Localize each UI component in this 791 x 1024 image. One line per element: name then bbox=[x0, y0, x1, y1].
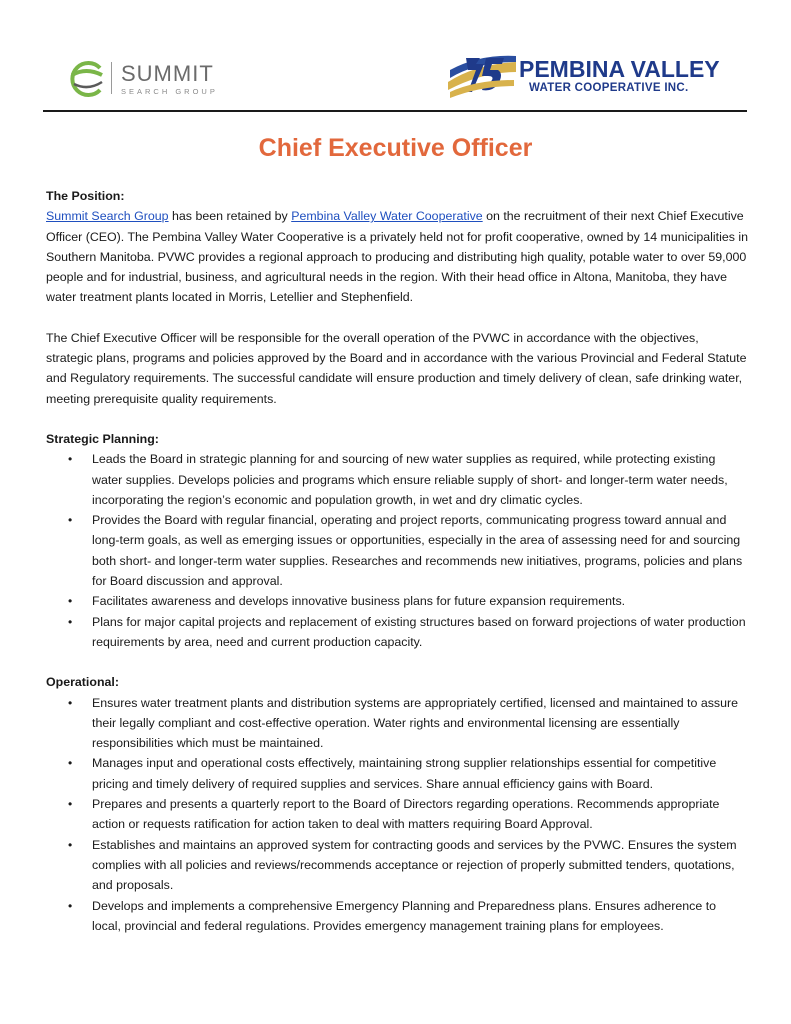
document-body bbox=[46, 186, 748, 936]
bullet-icon: • bbox=[68, 756, 73, 771]
pembina-valley-logo-icon bbox=[446, 50, 518, 100]
bullet-icon: • bbox=[68, 695, 73, 710]
list-item: • Prepares and presents a quarterly report to the Board of Directors regarding operations. Recommends appropriate action or requests ratification for action taken to deal with matters requiring Board Approval. bbox=[46, 794, 748, 835]
summit-wordmark bbox=[121, 63, 218, 97]
bullet-icon: • bbox=[68, 797, 73, 812]
position-text-2: on the recruitment of their next Chief Executive Officer (CEO). The Pembina Valley Water Cooperative is a privately held not for profit cooperative, owned by 14 municipalities in Southern Manitoba. PVWC provides a regional approach to producing and distributing high quality, potable water to over 59,000 people and for industrial, business, and agricultural needs in the region. With their head office in Altona, Manitoba, they have water treatment plants located in Morris, Letellier and Stephenfield. bbox=[46, 209, 749, 305]
document-header bbox=[0, 0, 791, 115]
summit-search-group-link[interactable]: Summit Search Group bbox=[46, 209, 169, 224]
pembina-valley-wordmark bbox=[519, 57, 720, 95]
summit-logo-icon bbox=[64, 58, 114, 100]
summit-name: SUMMIT bbox=[121, 61, 214, 86]
list-item: • Facilitates awareness and develops innovative business plans for future expansion requirements. bbox=[46, 591, 748, 611]
header-rule bbox=[43, 110, 747, 112]
list-item: • Develops and implements a comprehensive Emergency Planning and Preparedness plans. Ensures adherence to local, provincial and federal regulations. Provides emergency management training plans for employees. bbox=[46, 896, 748, 937]
position-text-1: has been retained by bbox=[168, 209, 292, 224]
pembina-valley-subtitle: WATER COOPERATIVE INC. bbox=[529, 82, 689, 94]
position-paragraph-2: The Chief Executive Officer will be responsible for the overall operation of the PVWC in accordance with the objectives, strategic plans, programs and policies approved by the Board and in accordance with the various Provincial and Federal Statute and Regulatory requirements. The successful candidate will ensure production and timely delivery of clean, safe drinking water, meeting prerequisite quality requirements. bbox=[46, 330, 747, 406]
operational-list bbox=[46, 693, 748, 937]
summit-subtitle: SEARCH GROUP bbox=[121, 87, 218, 96]
page-title: Chief Executive Officer bbox=[258, 134, 533, 162]
bullet-icon: • bbox=[68, 452, 73, 467]
list-item: • Leads the Board in strategic planning for and sourcing of new water supplies as required, while protecting existing water supplies. Develops policies and programs which ensure reliable supply of short- and longer-term water needs, incorporating the region’s economic and population growth, in wet and dry climatic cycles. bbox=[46, 449, 748, 510]
position-paragraph-1 bbox=[46, 206, 748, 307]
bullet-icon: • bbox=[68, 837, 73, 852]
list-item: • Provides the Board with regular financial, operating and project reports, communicating progress toward annual and long-term goals, as well as emerging issues or opportunities, especially in the area of assessing need for and sourcing both short- and longer-term water supplies. Researches and recommends new initiatives, programs, policies and plans for Board discussion and approval. bbox=[46, 510, 748, 591]
list-item: • Ensures water treatment plants and distribution systems are appropriately certified, licensed and maintained to assure their legally compliant and cost-effective operation. Water rights and environmental licensing are essentially responsibilities which must be maintained. bbox=[46, 693, 748, 754]
operational-heading: Operational: bbox=[46, 675, 119, 690]
list-item: • Manages input and operational costs effectively, maintaining strong supplier relationships essential for competitive pricing and timely delivery of required supplies and services. Share annual efficiency gains with Board. bbox=[46, 753, 748, 794]
pembina-valley-name: PEMBINA VALLEY bbox=[519, 56, 720, 82]
list-item: • Establishes and maintains an approved system for contracting goods and services by the PVWC. Ensures the system complies with all policies and reviews/recommends acceptance or rejection of properly submitted tenders, quotations, and proposals. bbox=[46, 835, 748, 896]
position-heading: The Position: bbox=[46, 189, 125, 203]
bullet-icon: • bbox=[68, 614, 73, 629]
pembina-valley-link[interactable]: Pembina Valley Water Cooperative bbox=[291, 209, 483, 224]
list-item: • Plans for major capital projects and replacement of existing structures based on forward projections of water production requirements by area, need and current production capacity. bbox=[46, 612, 748, 653]
bullet-icon: • bbox=[68, 898, 73, 913]
strategic-planning-list bbox=[46, 449, 748, 652]
summit-logo-divider bbox=[111, 62, 112, 94]
strategic-planning-heading: Strategic Planning: bbox=[46, 431, 159, 446]
bullet-icon: • bbox=[68, 513, 73, 528]
bullet-icon: • bbox=[68, 594, 73, 609]
